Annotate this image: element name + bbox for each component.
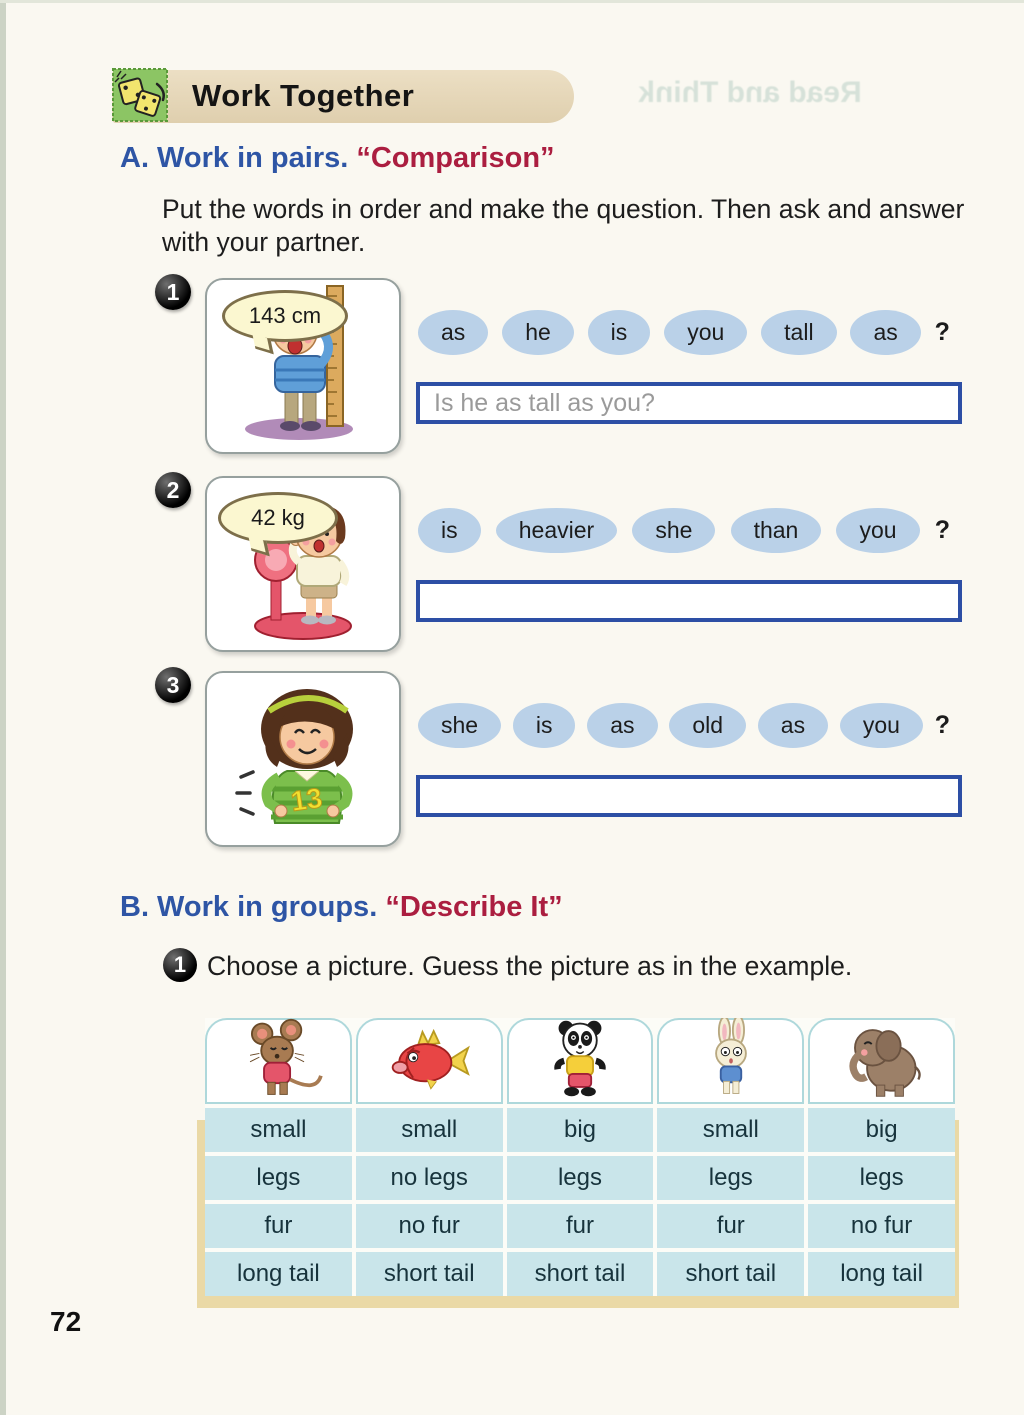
table-cell: legs (808, 1156, 955, 1200)
word-chip[interactable]: than (731, 508, 822, 553)
step-1-badge: 1 (163, 948, 197, 982)
word-chip[interactable]: you (840, 703, 923, 748)
girl-thirteen-illustration (207, 673, 395, 841)
word-chip[interactable]: is (513, 703, 576, 748)
section-a-instruction: Put the words in order and make the question. Then ask and answer with your partner. (162, 194, 965, 257)
table-cell: long tail (205, 1252, 352, 1296)
word-bank-2 (418, 508, 950, 553)
word-chip[interactable]: as (587, 703, 657, 748)
table-cell: big (507, 1108, 654, 1152)
word-chip[interactable]: you (664, 310, 747, 355)
word-bank-3 (418, 703, 950, 748)
exercise-1 (0, 272, 1024, 472)
table-cell: fur (507, 1204, 654, 1248)
table-cell: no fur (808, 1204, 955, 1248)
answer-box-1[interactable]: Is he as tall as you? (416, 382, 962, 424)
shirt-number: 13 (288, 782, 325, 818)
table-cell: legs (507, 1156, 654, 1200)
table-cell: short tail (507, 1252, 654, 1296)
question-mark: ? (934, 318, 950, 346)
animal-fish[interactable] (356, 1018, 503, 1104)
fish-illustration (381, 1018, 477, 1100)
table-cell: small (205, 1108, 352, 1152)
section-a-label: A. Work in pairs. (120, 142, 349, 174)
word-chip[interactable]: old (669, 703, 746, 748)
answer-box-3[interactable] (416, 775, 962, 817)
panda-illustration (532, 1018, 628, 1100)
table-cell: small (657, 1108, 804, 1152)
speech-bubble-height: 143 cm (222, 290, 348, 342)
table-cell: legs (205, 1156, 352, 1200)
table-cell: big (808, 1108, 955, 1152)
page-title: Work Together (192, 78, 415, 113)
exercise-3-picture (205, 671, 401, 847)
word-chip[interactable]: is (418, 508, 481, 553)
section-b-label: B. Work in groups. (120, 891, 378, 923)
word-chip[interactable]: as (758, 703, 828, 748)
section-b-heading (120, 891, 563, 924)
section-a-title: “Comparison” (356, 142, 555, 174)
word-chip[interactable]: as (418, 310, 488, 355)
exercise-2-number-badge: 2 (155, 472, 191, 508)
animal-elephant[interactable] (808, 1018, 955, 1104)
exercise-2 (0, 470, 1024, 670)
answer-box-2[interactable] (416, 580, 962, 622)
table-cell: fur (657, 1204, 804, 1248)
animal-mouse[interactable] (205, 1018, 352, 1104)
mouse-illustration (230, 1018, 326, 1100)
table-cell: long tail (808, 1252, 955, 1296)
question-mark: ? (934, 711, 950, 739)
section-b-title: “Describe It” (385, 891, 563, 923)
table-cell: legs (657, 1156, 804, 1200)
table-cell: fur (205, 1204, 352, 1248)
dice-icon (112, 68, 168, 124)
word-chip[interactable]: is (588, 310, 651, 355)
page-number: 72 (50, 1306, 82, 1337)
section-b-instruction: Choose a picture. Guess the picture as in the example. (207, 951, 853, 981)
scan-top-edge (0, 0, 1024, 3)
table-cell: short tail (356, 1252, 503, 1296)
table-cell: no fur (356, 1204, 503, 1248)
animal-panda[interactable] (507, 1018, 654, 1104)
rabbit-illustration (683, 1018, 779, 1100)
ghost-bleedthrough-text: Read and Think (638, 76, 862, 109)
word-bank-1 (418, 310, 950, 355)
exercise-3 (0, 665, 1024, 865)
elephant-illustration (834, 1018, 930, 1100)
word-chip[interactable]: heavier (496, 508, 617, 553)
section-a-heading (120, 142, 555, 175)
word-chip[interactable]: she (418, 703, 501, 748)
question-mark: ? (934, 516, 950, 544)
word-chip[interactable]: he (502, 310, 574, 355)
speech-bubble-weight: 42 kg (218, 492, 338, 544)
word-chip[interactable]: tall (761, 310, 836, 355)
table-cell: short tail (657, 1252, 804, 1296)
exercise-3-number-badge: 3 (155, 667, 191, 703)
describe-it-table (205, 1018, 955, 1296)
word-chip[interactable]: you (836, 508, 919, 553)
table-cell: small (356, 1108, 503, 1152)
table-cell: no legs (356, 1156, 503, 1200)
exercise-1-number-badge: 1 (155, 274, 191, 310)
word-chip[interactable]: she (632, 508, 715, 553)
word-chip[interactable]: as (850, 310, 920, 355)
animal-rabbit[interactable] (657, 1018, 804, 1104)
